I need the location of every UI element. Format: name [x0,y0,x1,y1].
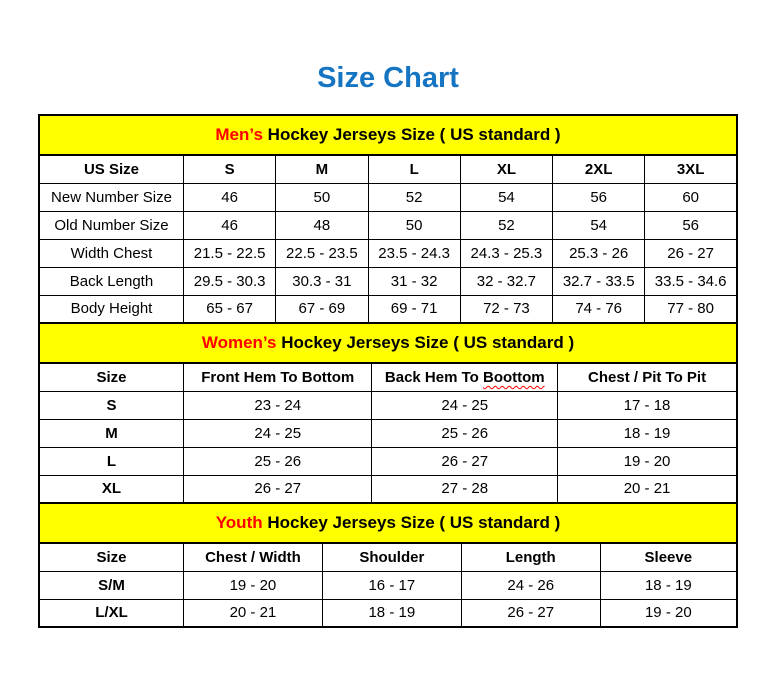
table-row [39,391,737,419]
value-cell: 67 - 69 [276,295,368,323]
value-cell: 23.5 - 24.3 [368,239,460,267]
value-cell: 27 - 28 [372,475,558,503]
column-header-cell: 2XL [553,155,645,183]
value-cell: 31 - 32 [368,267,460,295]
value-cell: 50 [276,183,368,211]
women-header-row [39,363,737,391]
row-label-cell: New Number Size [39,183,183,211]
value-cell: 56 [553,183,645,211]
row-label-cell: Body Height [39,295,183,323]
column-header-cell: Chest / Width [183,543,322,571]
size-chart-container [38,114,738,628]
page-title: Size Chart [317,62,459,94]
value-cell: 74 - 76 [553,295,645,323]
column-header-cell: Shoulder [322,543,461,571]
table-row [39,267,737,295]
value-cell: 24 - 25 [183,419,371,447]
value-cell: 22.5 - 23.5 [276,239,368,267]
column-header-cell: Length [461,543,600,571]
value-cell: 54 [460,183,552,211]
value-cell: 16 - 17 [322,571,461,599]
youth-banner-text: Hockey Jerseys Size ( US standard ) [267,513,561,532]
value-cell: 52 [368,183,460,211]
row-label-cell: L/XL [39,599,183,627]
column-header-cell: Chest / Pit To Pit [558,363,737,391]
value-cell: 69 - 71 [368,295,460,323]
column-header-cell: Size [39,363,183,391]
row-label-cell: S [39,391,183,419]
back-hem-prefix: Back Hem To [384,368,479,386]
value-cell: 29.5 - 30.3 [183,267,275,295]
value-cell: 65 - 67 [183,295,275,323]
back-hem-typo-word: Boottom [482,368,545,386]
table-row [39,447,737,475]
value-cell: 26 - 27 [372,447,558,475]
column-header-cell: Size [39,543,183,571]
women-size-table [38,322,738,504]
value-cell: 18 - 19 [558,419,737,447]
table-row [39,419,737,447]
value-cell: 19 - 20 [558,447,737,475]
youth-size-table [38,502,738,628]
column-header-cell: XL [460,155,552,183]
value-cell: 32.7 - 33.5 [553,267,645,295]
column-header-cell-misspelled [372,363,558,391]
value-cell: 24.3 - 25.3 [460,239,552,267]
row-label-cell: Back Length [39,267,183,295]
value-cell: 26 - 27 [183,475,371,503]
table-row [39,183,737,211]
table-row [39,239,737,267]
column-header-cell: M [276,155,368,183]
table-row [39,571,737,599]
youth-header-row [39,543,737,571]
value-cell: 24 - 25 [372,391,558,419]
value-cell: 18 - 19 [322,599,461,627]
men-header-row [39,155,737,183]
value-cell: 17 - 18 [558,391,737,419]
women-banner-text: Hockey Jerseys Size ( US standard ) [281,333,575,352]
women-banner-row [39,323,737,363]
table-row [39,295,737,323]
men-banner-text: Hockey Jerseys Size ( US standard ) [267,125,561,144]
value-cell: 19 - 20 [600,599,737,627]
value-cell: 20 - 21 [558,475,737,503]
value-cell: 60 [645,183,737,211]
value-cell: 52 [460,211,552,239]
table-row [39,475,737,503]
value-cell: 19 - 20 [183,571,322,599]
column-header-cell: L [368,155,460,183]
youth-banner-row [39,503,737,543]
value-cell: 26 - 27 [645,239,737,267]
youth-section-banner [39,503,737,543]
column-header-cell: S [183,155,275,183]
value-cell: 54 [553,211,645,239]
value-cell: 20 - 21 [183,599,322,627]
value-cell: 25 - 26 [372,419,558,447]
value-cell: 25 - 26 [183,447,371,475]
value-cell: 26 - 27 [461,599,600,627]
value-cell: 21.5 - 22.5 [183,239,275,267]
value-cell: 77 - 80 [645,295,737,323]
row-label-cell: S/M [39,571,183,599]
value-cell: 50 [368,211,460,239]
value-cell: 30.3 - 31 [276,267,368,295]
column-header-cell: 3XL [645,155,737,183]
men-section-banner [39,115,737,155]
youth-banner-highlight: Youth [215,513,263,532]
table-row [39,599,737,627]
value-cell: 48 [276,211,368,239]
column-header-cell: Front Hem To Bottom [183,363,371,391]
column-header-cell: US Size [39,155,183,183]
value-cell: 72 - 73 [460,295,552,323]
table-row [39,211,737,239]
row-label-cell: Old Number Size [39,211,183,239]
value-cell: 18 - 19 [600,571,737,599]
row-label-cell: M [39,419,183,447]
value-cell: 56 [645,211,737,239]
men-banner-row [39,115,737,155]
women-banner-highlight: Women’s [201,333,277,352]
row-label-cell: Width Chest [39,239,183,267]
men-size-table [38,114,738,324]
value-cell: 23 - 24 [183,391,371,419]
value-cell: 33.5 - 34.6 [645,267,737,295]
value-cell: 46 [183,211,275,239]
value-cell: 25.3 - 26 [553,239,645,267]
row-label-cell: XL [39,475,183,503]
women-section-banner [39,323,737,363]
row-label-cell: L [39,447,183,475]
men-banner-highlight: Men’s [215,125,263,144]
column-header-cell: Sleeve [600,543,737,571]
value-cell: 46 [183,183,275,211]
value-cell: 24 - 26 [461,571,600,599]
value-cell: 32 - 32.7 [460,267,552,295]
